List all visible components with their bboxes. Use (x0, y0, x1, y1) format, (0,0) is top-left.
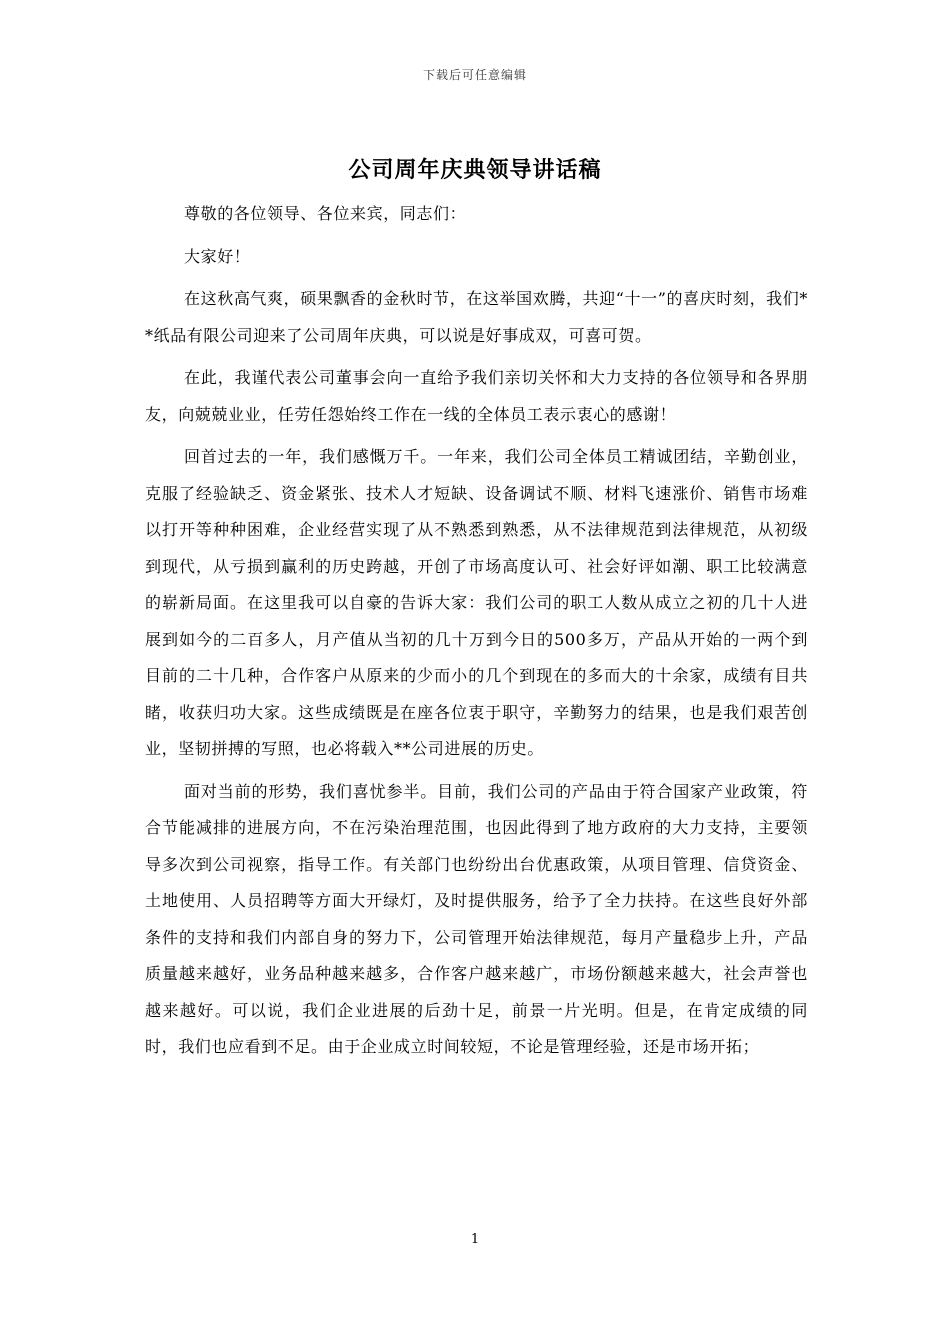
thanks-paragraph: 在此，我谨代表公司董事会向一直给予我们亲切关怀和大力支持的各位领导和各界朋友，向兢兢业业，任劳任怨始终工作在一线的全体员工表示衷心的感谢！ (145, 368, 808, 424)
review-paragraph: 回首过去的一年，我们感慨万千。一年来，我们公司全体员工精诚团结，辛勤创业，克服了经验缺乏、资金紧张、技术人才短缺、设备调试不顺、材料飞速涨价、销售市场难以打开等种种困难，企业经营实现了从不熟悉到熟悉，从不法律规范到法律规范，从初级到现代，从亏损到赢利的历史跨越，开创了市场高度认可、社会好评如潮、职工比较满意的崭新局面。在这里我可以自豪的告诉大家：我们公司的职工人数从成立之初的几十人进展到如今的二百多人，月产值从当初的几十万到今日的500多万，产品从开始的一两个到目前的二十几种，合作客户从原来的少而小的几个到现在的多而大的十余家，成绩有目共睹，收获归功大家。这些成绩既是在座各位衷于职守，辛勤努力的结果，也是我们艰苦创业，坚韧拼搏的写照，也必将载入**公司进展的历史。 (145, 447, 808, 758)
page-number: 1 (470, 1232, 480, 1247)
opening-paragraph: 在这秋高气爽，硕果飘香的金秋时节，在这举国欢腾，共迎“十一”的喜庆时刻，我们**纸品有限公司迎来了公司周年庆典，可以说是好事成双，可喜可贺。 (145, 289, 808, 345)
outlook-paragraph: 面对当前的形势，我们喜忧参半。目前，我们公司的产品由于符合国家产业政策，符合节能减排的进展方向，不在污染治理范围，也因此得到了地方政府的大力支持，主要领导多次到公司视察，指导工作。有关部门也纷纷出台优惠政策，从项目管理、信贷资金、土地使用、人员招聘等方面大开绿灯，及时提供服务，给予了全力扶持。在这些良好外部条件的支持和我们内部自身的努力下，公司管理开始法律规范，每月产量稳步上升，产品质量越来越好，业务品种越来越多，合作客户越来越广，市场份额越来越大，社会声誉也越来越好。可以说，我们企业进展的后劲十足，前景一片光明。但是，在肯定成绩的同时，我们也应看到不足。由于企业成立时间较短，不论是管理经验，还是市场开拓； (145, 781, 808, 1056)
page-header-note: 下载后可任意编辑 (422, 68, 527, 82)
document-body (145, 196, 808, 1072)
greeting-paragraph: 大家好！ (184, 246, 251, 266)
document-title: 公司周年庆典领导讲话稿 (348, 157, 602, 183)
salutation-paragraph: 尊敬的各位领导、各位来宾，同志们： (184, 204, 467, 223)
